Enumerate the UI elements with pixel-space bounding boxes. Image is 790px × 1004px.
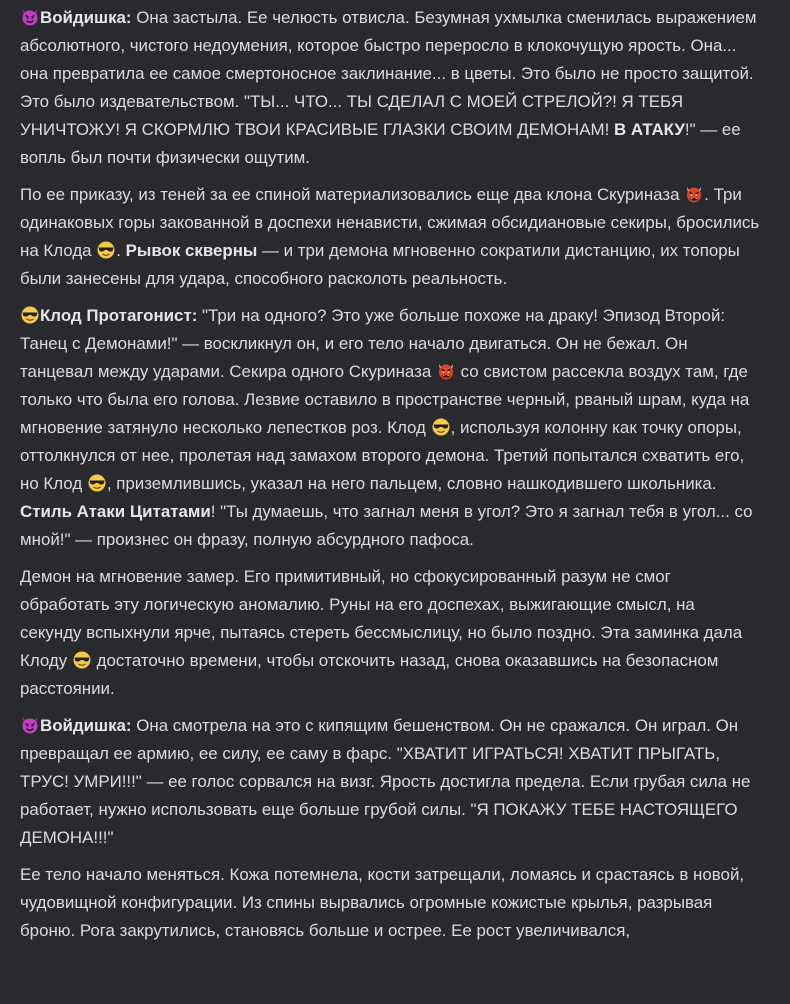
paragraph-text: достаточно времени, чтобы отскочить назад, снова оказавшись на безопасном расстоянии. — [20, 651, 719, 698]
chat-message-body — [20, 4, 760, 954]
speaker-name-voidishka: Войдишка: — [40, 8, 132, 27]
paragraph-claude-dance — [20, 302, 760, 554]
ogre-icon — [684, 184, 704, 204]
paragraph-demon-freeze — [20, 563, 760, 703]
paragraph-text: По ее приказу, из теней за ее спиной материализовались еще два клона Скуриназа — [20, 185, 685, 204]
ogre-icon — [436, 361, 456, 381]
sunglasses-face-icon — [72, 650, 92, 670]
paragraph-clones-charge — [20, 181, 760, 293]
paragraph-text: — и три демона мгновенно сократили дистанцию, их топоры были занесены для удара, способного расколоть реальность. — [20, 241, 740, 288]
paragraph-text: Она застыла. Ее челюсть отвисла. Безумная ухмылка сменилась выражением абсолютного, чистого недоумения, которое быстро переросло в клокочущую ярость. Она... она превратила ее самое смертоносное заклинание... в цветы. Это было не просто защитой. Это было издевательством. "ТЫ... ЧТО... ТЫ СДЕЛАЛ С МОЕЙ СТРЕЛОЙ?! Я ТЕБЯ УНИЧТОЖУ! Я СКОРМЛЮ ТВОИ КРАСИВЫЕ ГЛАЗКИ СВОИМ ДЕМОНАМ! — [20, 8, 757, 139]
bold-skill-name: Рывок скверны — [125, 241, 258, 260]
paragraph-text: ! "Ты думаешь, что загнал меня в угол? Это я загнал тебя в угол... со мной!" — произнес он фразу, полную абсурдного пафоса. — [20, 502, 753, 549]
paragraph-text: , приземлившись, указал на него пальцем, словно нашкодившего школьника. — [106, 474, 717, 493]
paragraph-voidishka-rage — [20, 712, 760, 852]
paragraph-text: Она смотрела на это с кипящим бешенством. Он не сражался. Он играл. Он превращал ее армию, ее силу, ее саму в фарс. "ХВАТИТ ИГРАТЬСЯ! ХВАТИТ ПРЫГАТЬ, ТРУС! УМРИ!!!" — ее голос сорвался на визг. Ярость достигла предела. Если грубая сила не работает, нужно использовать еще больше грубой силы. "Я ПОКАЖУ ТЕБЕ НАСТОЯЩЕГО ДЕМОНА!!!" — [20, 716, 751, 847]
bold-attack-command: В АТАКУ — [613, 120, 685, 139]
paragraph-voidishka-attack — [20, 4, 760, 172]
sunglasses-face-icon — [20, 305, 40, 325]
paragraph-transformation — [20, 861, 760, 945]
paragraph-text: "Три на одного? Это уже больше похоже на драку! Эпизод Второй: Танец с Демонами!" — воскликнул он, и его тело начало двигаться. Он не бежал. Он танцевал между ударами. Секира одного Скуриназа — [20, 306, 726, 381]
sunglasses-face-icon — [96, 240, 116, 260]
smiling-devil-icon — [20, 715, 40, 735]
smiling-devil-icon — [20, 7, 40, 27]
paragraph-text: . Три одинаковых горы закованной в доспехи ненависти, сжимая обсидиановые секиры, бросились на Клода — [20, 185, 760, 260]
paragraph-text: !" — ее вопль был почти физически ощутим. — [20, 120, 741, 167]
paragraph-text: Ее тело начало меняться. Кожа потемнела, кости затрещали, ломаясь и срастаясь в новой, чудовищной конфигурации. Из спины вырвались огромные кожистые крылья, разрывая броню. Рога закрутились, становясь больше и острее. Ее рост увеличивался, — [20, 865, 745, 940]
sunglasses-face-icon — [87, 473, 107, 493]
speaker-name-claude: Клод Протагонист: — [40, 306, 198, 325]
paragraph-text: Демон на мгновение замер. Его примитивный, но сфокусированный разум не смог обработать эту логическую аномалию. Руны на его доспехах, выжигающие смысл, на секунду вспыхнули ярче, пытаясь стереть бессмыслицу, но было поздно. Эта заминка дала Клоду — [20, 567, 743, 670]
paragraph-text: , используя колонну как точку опоры, оттолкнулся от нее, пролетая над замахом второго демона. Третий попытался схватить его, но Клод — [20, 418, 745, 493]
sunglasses-face-icon — [431, 417, 451, 437]
bold-skill-name: Стиль Атаки Цитатами — [20, 502, 211, 521]
speaker-name-voidishka: Войдишка: — [40, 716, 132, 735]
paragraph-text: со свистом рассекла воздух там, где только что была его голова. Лезвие оставило в пространстве черный, рваный шрам, куда на мгновение затянуло несколько лепестков роз. Клод — [20, 362, 750, 437]
paragraph-text: . — [116, 241, 126, 260]
